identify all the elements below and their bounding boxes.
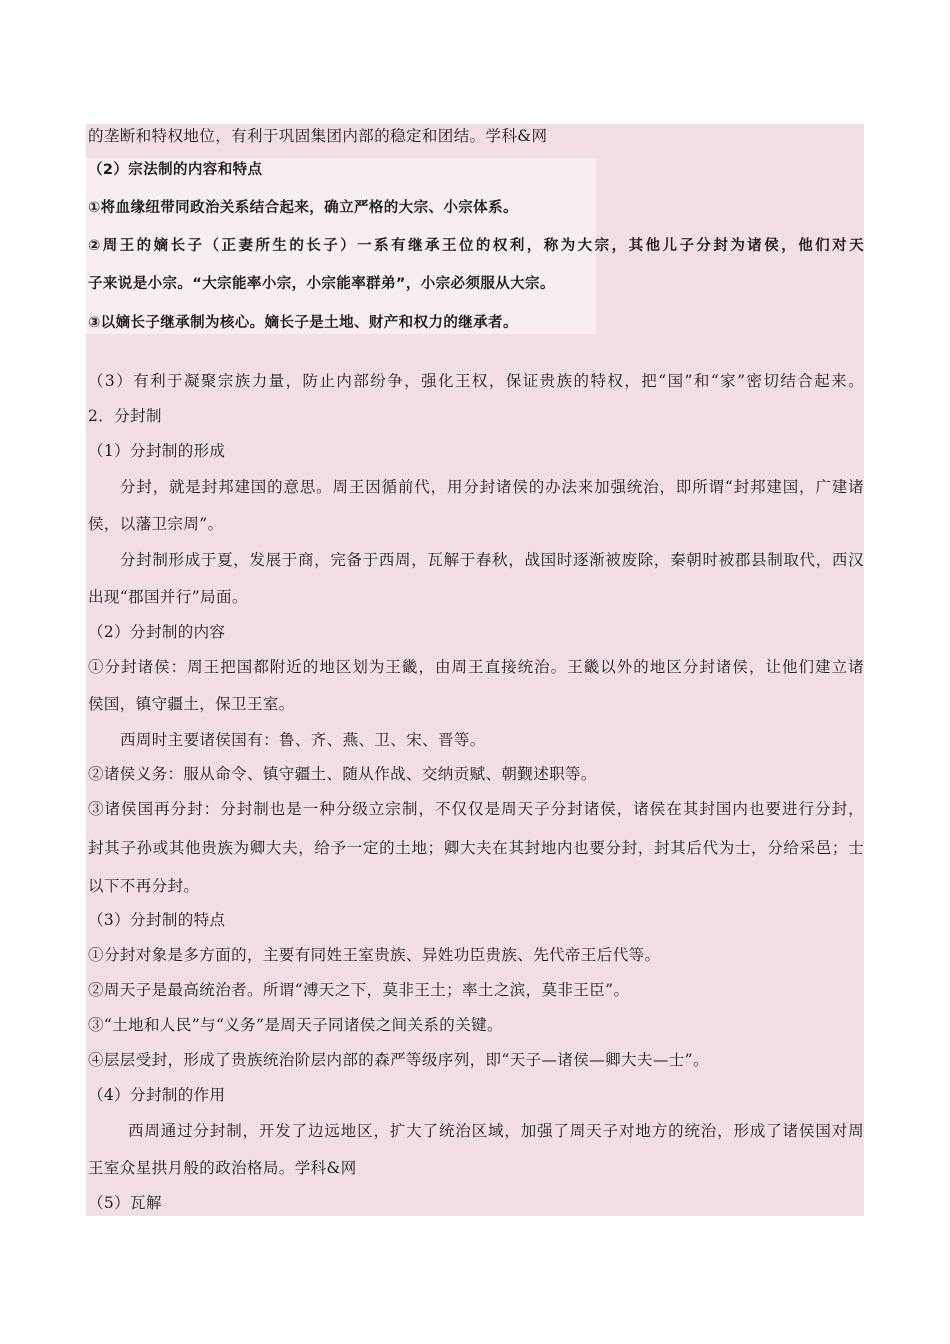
section-heading: （2）分封制的内容 (88, 623, 226, 641)
text-line: ②诸侯义务：服从命令、镇守疆土、随从作战、交纳贡赋、朝觐述职等。 (88, 765, 597, 783)
text-line: ②周天子是最高统治者。所谓“溥天之下，莫非王土；率土之滨，莫非王臣”。 (88, 981, 630, 999)
text-line: ①分封对象是多方面的，主要有同姓王室贵族、异姓功臣贵族、先代帝王后代等。 (88, 946, 661, 964)
text-line: 分封制形成于夏，发展于商，完备于西周，瓦解于春秋，战国时逐渐被废除，秦朝时被郡县制取代，西汉 (120, 551, 864, 569)
text-line: 出现“郡国并行”局面。 (88, 588, 248, 606)
text-line: ③诸侯国再分封：分封制也是一种分级立宗制，不仅仅是周天子分封诸侯，诸侯在其封国内也要进行分封， (88, 800, 864, 818)
text-line: 西周时主要诸侯国有：鲁、齐、燕、卫、宋、晋等。 (120, 731, 486, 749)
text-line: ①分封诸侯：周王把国都附近的地区划为王畿，由周王直接统治。王畿以外的地区分封诸侯，让他们建立诸 (88, 658, 864, 676)
text-line: 西周通过分封制，开发了边远地区，扩大了统治区域，加强了周天子对地方的统治，形成了诸侯国对周 (128, 1122, 864, 1140)
text-line: 王室众星拱月般的政治格局。学科&网 (88, 1159, 357, 1177)
text-line: ②周王的嫡长子（正妻所生的长子）一系有继承王位的权利，称为大宗，其他儿子分封为诸侯，他们对天 (88, 238, 864, 254)
section-heading: （3）分封制的特点 (88, 911, 226, 929)
text-line: ④层层受封，形成了贵族统治阶层内部的森严等级序列，即“天子—诸侯—卿大夫—士”。 (88, 1051, 709, 1069)
text-line: 的垄断和特权地位，有利于巩固集团内部的稳定和团结。学科&网 (88, 127, 548, 145)
text-line: 侯，以藩卫宗周”。 (88, 515, 224, 533)
section-heading: （4）分封制的作用 (88, 1086, 226, 1104)
text-line: 侯国，镇守疆土，保卫王室。 (88, 695, 295, 713)
text-line: ③“土地和人民”与“义务”是周天子同诸侯之间关系的关键。 (88, 1016, 503, 1034)
section-heading: （5）瓦解 (88, 1194, 162, 1212)
text-line: ③以嫡长子继承制为核心。嫡长子是土地、财产和权力的继承者。 (88, 315, 518, 331)
section-heading: 2．分封制 (88, 407, 162, 425)
text-line: 封其子孙或其他贵族为卿大夫，给予一定的土地；卿大夫在其封地内也要分封，封其后代为士，分给采邑；士 (88, 839, 864, 857)
text-line: ①将血缘纽带同政治关系结合起来，确立严格的大宗、小宗体系。 (88, 200, 518, 216)
section-heading: （1）分封制的形成 (88, 442, 226, 460)
section-heading: （2）宗法制的内容和特点 (88, 162, 263, 178)
text-line: 分封，就是封邦建国的意思。周王因循前代，用分封诸侯的办法来加强统治，即所谓“封邦建国，广建诸 (120, 478, 864, 496)
text-line: 子来说是小宗。“大宗能率小宗，小宗能率群弟”，小宗必须服从大宗。 (88, 276, 555, 292)
text-line: （3）有利于凝聚宗族力量，防止内部纷争，强化王权，保证贵族的特权，把“国”和“家”密切结合起来。 (88, 372, 864, 390)
text-line: 以下不再分封。 (88, 877, 200, 895)
